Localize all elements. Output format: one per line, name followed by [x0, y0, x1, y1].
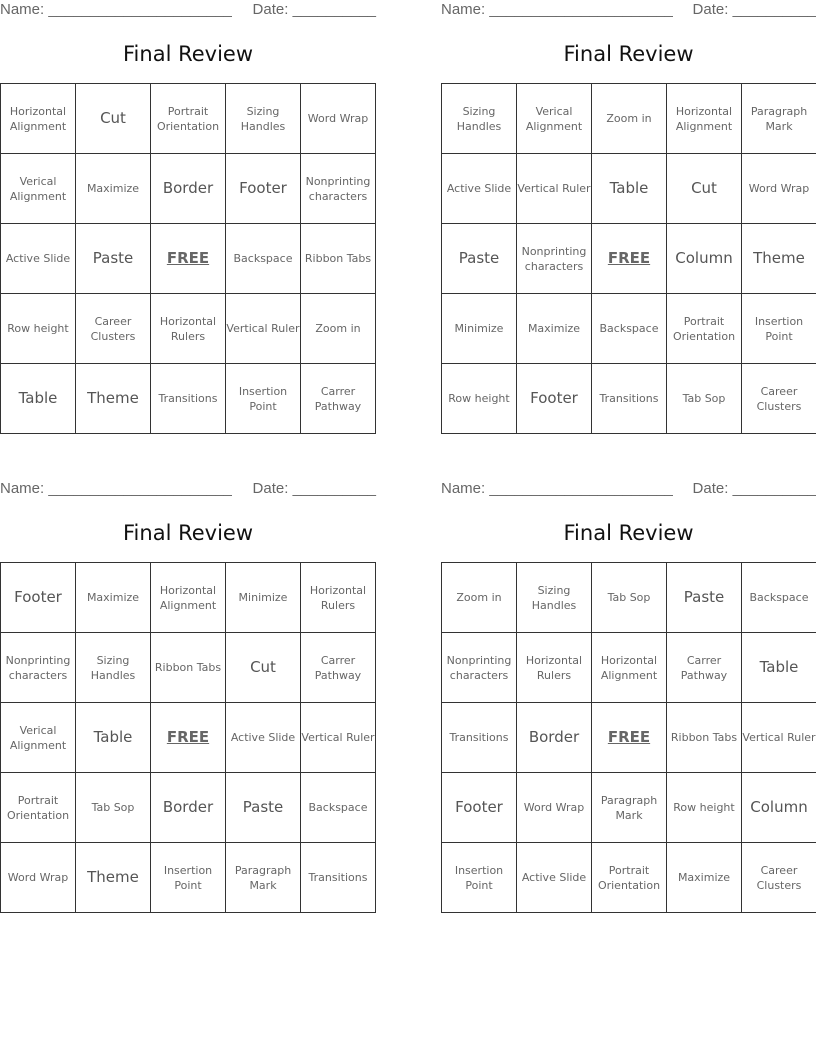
name-field-label: Name: ______________________ — [0, 1, 232, 18]
bingo-cell: Nonprinting characters — [1, 633, 76, 703]
bingo-cell: Table — [592, 154, 667, 224]
bingo-card — [0, 0, 376, 434]
bingo-cell: Paragraph Mark — [592, 773, 667, 843]
bingo-cell: Career Clusters — [742, 364, 816, 434]
bingo-cell: Footer — [442, 773, 517, 843]
bingo-cell: Transitions — [592, 364, 667, 434]
bingo-cell: Cut — [667, 154, 742, 224]
card-title: Final Review — [123, 42, 253, 66]
bingo-cell: Column — [742, 773, 816, 843]
bingo-card — [0, 479, 376, 913]
grid-row — [1, 84, 376, 154]
bingo-cell: Backspace — [592, 294, 667, 364]
bingo-cell: Border — [151, 773, 226, 843]
grid-row — [442, 154, 816, 224]
bingo-cell: Insertion Point — [742, 294, 816, 364]
bingo-cell: Ribbon Tabs — [301, 224, 376, 294]
bingo-grid — [441, 562, 816, 913]
bingo-cell: Insertion Point — [442, 843, 517, 913]
bingo-card — [441, 479, 816, 913]
card-header — [441, 0, 816, 22]
bingo-cell: Active Slide — [1, 224, 76, 294]
bingo-cell: Portrait Orientation — [1, 773, 76, 843]
bingo-grid — [0, 83, 376, 434]
bingo-cell: Carrer Pathway — [301, 364, 376, 434]
bingo-cell: Border — [517, 703, 592, 773]
name-field-label: Name: ______________________ — [0, 480, 232, 497]
bingo-cell: Horizontal Alignment — [592, 633, 667, 703]
grid-row — [1, 154, 376, 224]
bingo-cell: Carrer Pathway — [301, 633, 376, 703]
bingo-cell: Portrait Orientation — [667, 294, 742, 364]
bingo-cell: Sizing Handles — [442, 84, 517, 154]
bingo-cell: Carrer Pathway — [667, 633, 742, 703]
bingo-cell: Cut — [76, 84, 151, 154]
bingo-cell: Row height — [1, 294, 76, 364]
bingo-cell: Paste — [442, 224, 517, 294]
bingo-cell: Portrait Orientation — [151, 84, 226, 154]
bingo-cell: Career Clusters — [742, 843, 816, 913]
name-field-label: Name: ______________________ — [441, 1, 673, 18]
grid-row — [1, 224, 376, 294]
grid-row — [442, 563, 816, 633]
bingo-cell: Footer — [1, 563, 76, 633]
date-field-label: Date: __________ — [692, 1, 816, 18]
date-field-label: Date: __________ — [252, 480, 376, 497]
bingo-cell: Paste — [667, 563, 742, 633]
free-space-cell: FREE — [151, 224, 226, 294]
bingo-cell: Backspace — [226, 224, 301, 294]
bingo-cell: Row height — [667, 773, 742, 843]
bingo-cell: Word Wrap — [742, 154, 816, 224]
card-title: Final Review — [123, 521, 253, 545]
grid-row — [1, 294, 376, 364]
bingo-cell: Transitions — [151, 364, 226, 434]
bingo-cell: Ribbon Tabs — [151, 633, 226, 703]
grid-row — [1, 843, 376, 913]
bingo-cell: Career Clusters — [76, 294, 151, 364]
grid-row — [1, 773, 376, 843]
grid-row — [442, 294, 816, 364]
bingo-cell: Word Wrap — [517, 773, 592, 843]
grid-row — [1, 633, 376, 703]
bingo-cell: Nonprinting characters — [517, 224, 592, 294]
grid-row — [442, 364, 816, 434]
bingo-cell: Paragraph Mark — [742, 84, 816, 154]
bingo-cell: Horizontal Rulers — [517, 633, 592, 703]
bingo-cell: Table — [76, 703, 151, 773]
date-field-label: Date: __________ — [692, 480, 816, 497]
bingo-cell: Footer — [517, 364, 592, 434]
bingo-cell: Zoom in — [442, 563, 517, 633]
bingo-cell: Tab Sop — [667, 364, 742, 434]
bingo-cell: Paragraph Mark — [226, 843, 301, 913]
bingo-cell: Nonprinting characters — [442, 633, 517, 703]
bingo-cell: Minimize — [442, 294, 517, 364]
bingo-cell: Paste — [76, 224, 151, 294]
bingo-cell: Theme — [76, 364, 151, 434]
grid-row — [1, 563, 376, 633]
bingo-cell: Theme — [76, 843, 151, 913]
bingo-cell: Horizontal Rulers — [151, 294, 226, 364]
bingo-cell: Horizontal Alignment — [1, 84, 76, 154]
card-title: Final Review — [563, 42, 694, 66]
grid-row — [442, 843, 816, 913]
bingo-cell: Paste — [226, 773, 301, 843]
bingo-cell: Verical Alignment — [517, 84, 592, 154]
grid-row — [442, 773, 816, 843]
bingo-cell: Footer — [226, 154, 301, 224]
bingo-cell: Horizontal Alignment — [667, 84, 742, 154]
bingo-cell: Backspace — [742, 563, 816, 633]
bingo-cell: Verical Alignment — [1, 703, 76, 773]
bingo-cell: Active Slide — [226, 703, 301, 773]
bingo-cell: Transitions — [301, 843, 376, 913]
bingo-cell: Verical Alignment — [1, 154, 76, 224]
card-header — [0, 0, 376, 22]
bingo-grid — [0, 562, 376, 913]
bingo-cell: Horizontal Alignment — [151, 563, 226, 633]
bingo-cell: Word Wrap — [1, 843, 76, 913]
bingo-cell: Sizing Handles — [76, 633, 151, 703]
free-space-cell: FREE — [592, 703, 667, 773]
bingo-cell: Vertical Ruler — [742, 703, 816, 773]
bingo-grid — [441, 83, 816, 434]
card-header — [441, 479, 816, 501]
bingo-cell: Maximize — [76, 154, 151, 224]
card-header — [0, 479, 376, 501]
free-space-cell: FREE — [151, 703, 226, 773]
date-field-label: Date: __________ — [252, 1, 376, 18]
bingo-cell: Word Wrap — [301, 84, 376, 154]
bingo-cell: Sizing Handles — [517, 563, 592, 633]
bingo-cell: Horizontal Rulers — [301, 563, 376, 633]
bingo-cell: Vertical Ruler — [226, 294, 301, 364]
bingo-cell: Theme — [742, 224, 816, 294]
grid-row — [442, 224, 816, 294]
bingo-cell: Vertical Ruler — [301, 703, 376, 773]
bingo-cell: Sizing Handles — [226, 84, 301, 154]
card-title: Final Review — [563, 521, 694, 545]
bingo-cell: Backspace — [301, 773, 376, 843]
bingo-cell: Maximize — [667, 843, 742, 913]
bingo-cell: Ribbon Tabs — [667, 703, 742, 773]
grid-row — [1, 364, 376, 434]
bingo-cell: Transitions — [442, 703, 517, 773]
grid-row — [442, 703, 816, 773]
bingo-cell: Zoom in — [301, 294, 376, 364]
grid-row — [442, 84, 816, 154]
bingo-cell: Cut — [226, 633, 301, 703]
grid-row — [442, 633, 816, 703]
bingo-cell: Nonprinting characters — [301, 154, 376, 224]
bingo-cell: Zoom in — [592, 84, 667, 154]
grid-row — [1, 703, 376, 773]
bingo-cell: Insertion Point — [151, 843, 226, 913]
name-field-label: Name: ______________________ — [441, 480, 673, 497]
bingo-cell: Table — [1, 364, 76, 434]
bingo-cell: Vertical Ruler — [517, 154, 592, 224]
bingo-cell: Minimize — [226, 563, 301, 633]
bingo-cell: Insertion Point — [226, 364, 301, 434]
bingo-cell: Maximize — [76, 563, 151, 633]
bingo-cell: Tab Sop — [592, 563, 667, 633]
bingo-cell: Table — [742, 633, 816, 703]
bingo-card — [441, 0, 816, 434]
bingo-cell: Tab Sop — [76, 773, 151, 843]
bingo-cell: Portrait Orientation — [592, 843, 667, 913]
bingo-cell: Active Slide — [442, 154, 517, 224]
bingo-cell: Maximize — [517, 294, 592, 364]
bingo-cell: Active Slide — [517, 843, 592, 913]
bingo-cell: Column — [667, 224, 742, 294]
bingo-cell: Border — [151, 154, 226, 224]
bingo-cell: Row height — [442, 364, 517, 434]
free-space-cell: FREE — [592, 224, 667, 294]
